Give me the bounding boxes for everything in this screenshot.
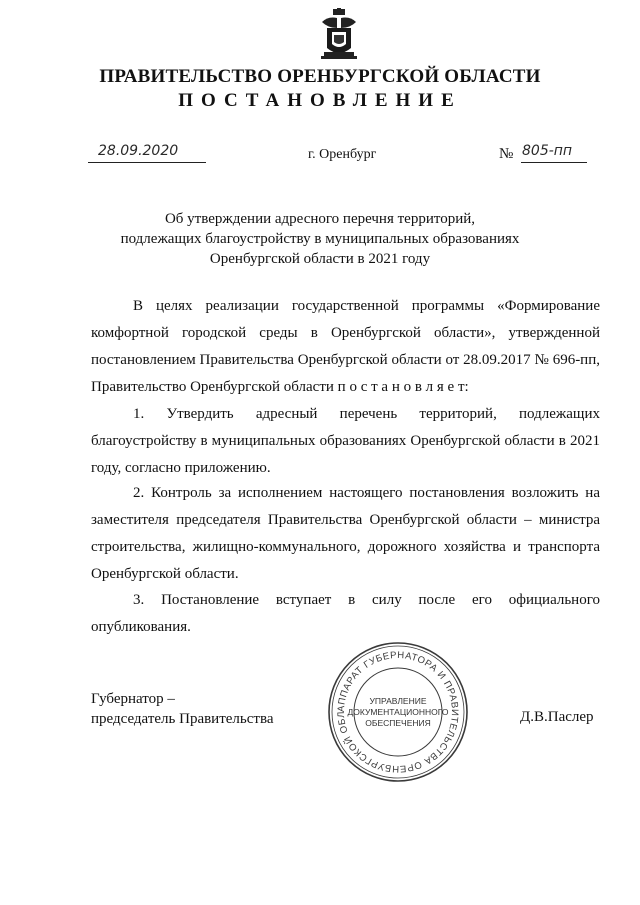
document-city: г. Оренбург [308,147,377,162]
seal-center-line: ДОКУМЕНТАЦИОННОГО [347,706,449,717]
coat-of-arms-icon [318,8,360,60]
subject-line: Оренбургской области в 2021 году [209,251,431,267]
clause-1: 1. Утвердить адресный перечень территорий, подлежащих благоустройству в муниципальных образованиях Оренбургской области в 2021 году, согласно приложению. [91,406,600,476]
clause-3: 3. Постановление вступает в силу после его официального опубликования. [91,592,600,635]
document-type: ПОСТАНОВЛЕНИЕ [178,90,462,111]
preamble-paragraph: В целях реализации государственной программы «Формирование комфортной городской среды в Оренбургской области», утвержденной постановлением Правительства Оренбургской области от 28.09.2017 № 696-пп, Правительство Оренбургской области п о с т а н о в л я е т: [91,298,600,395]
seal-ring-text: АППАРАТ ГУБЕРНАТОРА И ПРАВИТЕЛЬСТВА ОРЕНБУРГСКОЙ ОБЛ [335,649,461,775]
official-seal [327,641,469,783]
document-date: 28.09.2020 [98,143,179,159]
document-number: 805-пп [522,143,573,159]
number-label: № [499,146,514,162]
date-underline [88,162,206,163]
subject-line: Об утверждении адресного перечня территорий, [164,211,476,227]
signatory-title-line: председатель Правительства [91,711,274,727]
subject-line: подлежащих благоустройству в муниципальных образованиях [120,231,520,247]
seal-center-line: УПРАВЛЕНИЕ [369,695,427,706]
seal-center-line: ОБЕСПЕЧЕНИЯ [365,717,431,728]
clause-2: 2. Контроль за исполнением настоящего постановления возложить на заместителя председателя Правительства Оренбургской области – министра строительства, жилищно-коммунального, дорожного хозяйства и транспорта Оренбургской области. [91,485,600,582]
signatory-title-line: Губернатор – [91,691,175,707]
signatory-name: Д.В.Паслер [520,709,594,725]
document-subject [100,209,540,269]
number-underline [521,162,587,163]
seal-center [327,641,469,783]
signatory-title [91,689,274,729]
organization-title: ПРАВИТЕЛЬСТВО ОРЕНБУРГСКОЙ ОБЛАСТИ [99,66,541,87]
